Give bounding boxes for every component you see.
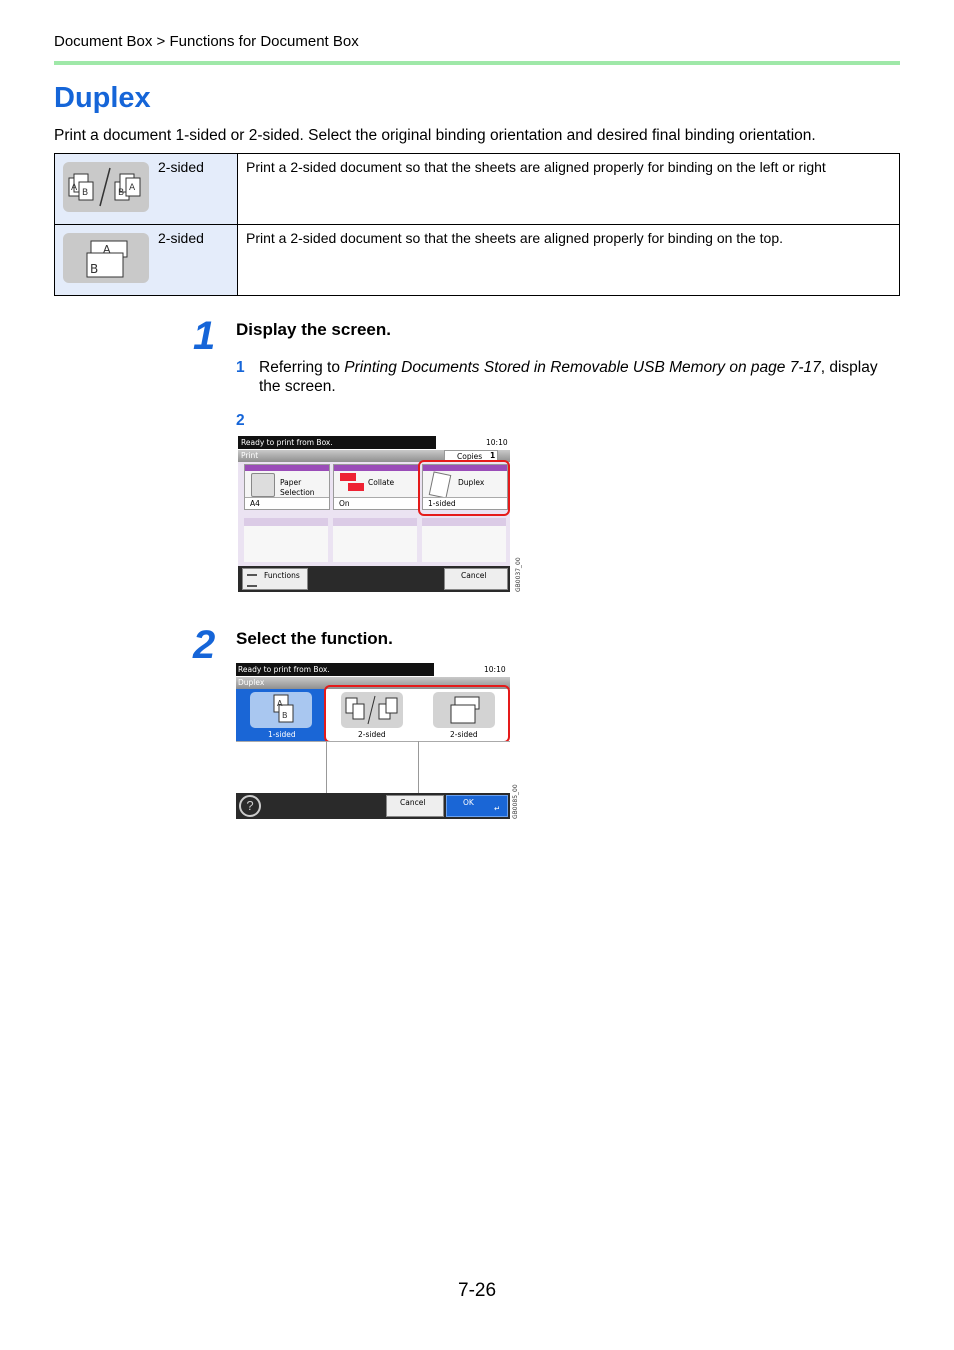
paper-icon <box>251 473 275 497</box>
collate-key[interactable] <box>333 464 419 510</box>
option-label: 2-sided <box>358 730 386 739</box>
image-code: GB0037_00 <box>515 557 522 592</box>
functions-button[interactable] <box>242 568 308 590</box>
collate-icon <box>338 471 364 495</box>
intro-text: Print a document 1-sided or 2-sided. Select the original binding orientation and desired final binding orientation. <box>54 127 816 144</box>
paper-selection-key[interactable] <box>244 464 330 510</box>
duplex-options-table <box>54 153 900 296</box>
duplex-left-right-icon <box>63 162 149 212</box>
option-1-sided[interactable] <box>236 689 326 741</box>
svg-text:A: A <box>129 183 136 193</box>
list-icon <box>247 574 257 587</box>
option-cell <box>55 154 238 225</box>
clock-text: 10:10 <box>486 438 508 447</box>
cancel-label: Cancel <box>400 798 426 807</box>
key-label: Duplex <box>458 478 485 487</box>
svg-text:A: A <box>103 243 111 256</box>
step-number: 2 <box>193 623 216 667</box>
svg-text:A: A <box>71 183 78 193</box>
step-title: Select the function. <box>236 629 393 648</box>
option-label: 2-sided <box>158 230 204 246</box>
svg-text:B: B <box>90 262 99 276</box>
key-label: Paper <box>280 478 302 487</box>
key-label: Selection <box>280 488 315 497</box>
status-text: Ready to print from Box. <box>241 438 333 447</box>
substep-text <box>259 358 900 396</box>
cross-reference: Printing Documents Stored in Removable USB Memory on page 7-17 <box>344 359 821 376</box>
highlight-box <box>418 460 510 516</box>
key-value: 1-sided <box>428 499 456 508</box>
substep-number: 1 <box>236 359 245 376</box>
help-icon[interactable]: ? <box>239 795 261 817</box>
step-title: Display the screen. <box>236 320 391 339</box>
print-screen-panel <box>238 436 524 594</box>
key-value: On <box>339 499 350 508</box>
ok-button[interactable] <box>446 795 508 817</box>
svg-text:B: B <box>282 711 288 720</box>
key-label: Collate <box>368 478 395 487</box>
option-label: 2-sided <box>450 730 478 739</box>
table-row <box>55 225 900 296</box>
svg-text:B: B <box>118 188 125 198</box>
cancel-button[interactable] <box>386 795 444 817</box>
breadcrumb: Document Box > Functions for Document Box <box>54 33 359 50</box>
substep-text-suffix: , display the screen. <box>259 359 878 395</box>
status-text: Ready to print from Box. <box>238 665 330 674</box>
substep <box>236 358 900 395</box>
svg-text:A: A <box>277 699 283 708</box>
substep-number: 2 <box>236 412 245 429</box>
image-code: GB0085_00 <box>512 784 519 819</box>
option-label: 1-sided <box>268 730 296 739</box>
clock-text: 10:10 <box>484 665 506 674</box>
table-row <box>55 154 900 225</box>
highlight-box <box>324 685 510 743</box>
option-description: Print a 2-sided document so that the sheets are aligned properly for binding on the top. <box>238 225 900 296</box>
cancel-button[interactable] <box>444 568 508 590</box>
option-label: 2-sided <box>158 159 204 175</box>
section-title: Print <box>241 451 259 460</box>
page-title: Duplex <box>54 82 151 114</box>
copies-label: Copies <box>457 452 483 461</box>
functions-label: Functions <box>264 571 300 580</box>
enter-icon: ↵ <box>494 804 501 813</box>
duplex-top-icon <box>63 233 149 283</box>
option-cell <box>55 225 238 296</box>
key-value: A4 <box>250 499 260 508</box>
section-title: Duplex <box>238 678 265 687</box>
header-rule <box>54 61 900 65</box>
step-number: 1 <box>193 314 216 358</box>
duplex-screen-panel <box>236 663 524 821</box>
substep-text-prefix: Referring to <box>259 359 345 376</box>
page-number: 7-26 <box>458 1280 497 1301</box>
option-description: Print a 2-sided document so that the sheets are aligned properly for binding on the left or right <box>238 154 900 225</box>
simplex-icon <box>250 692 312 728</box>
ok-label: OK <box>463 798 474 807</box>
cancel-label: Cancel <box>461 571 487 580</box>
svg-text:B: B <box>82 188 89 198</box>
copies-value: 1 <box>490 451 496 460</box>
